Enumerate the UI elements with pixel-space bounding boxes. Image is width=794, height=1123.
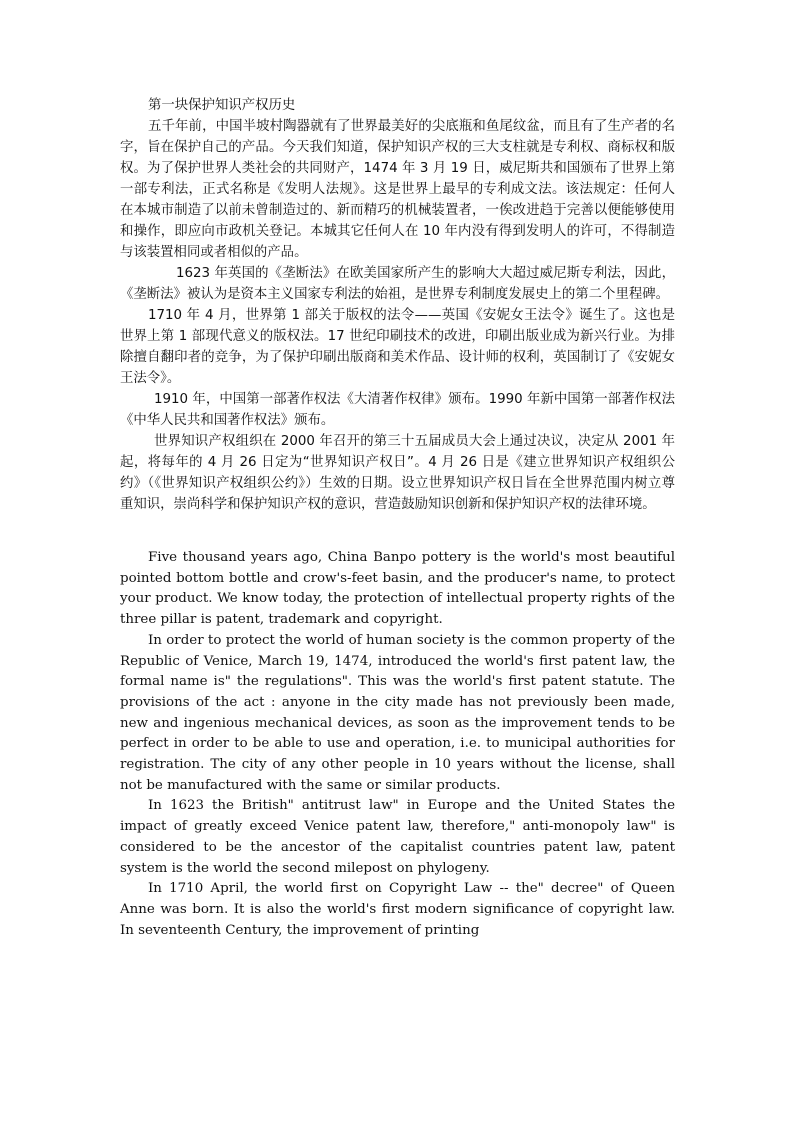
en-paragraph-3: In 1623 the British" antitrust law" in Europe and the United States the impact of greatly exceed Venice patent law, therefore," anti-monopoly law" is considered to be the ancestor of the capitalist countries patent law, patent system is the world the second milepost on phylogeny.	[120, 798, 675, 876]
cn-paragraph-3: 1710 年 4 月，世界第 1 部关于版权的法令——英国《安妮女王法令》诞生了。这也是世界上第 1 部现代意义的版权法。17 世纪印刷技术的改进，印刷出版业成为新兴行业。为排除擅自翻印者的竞争，为了保护印刷出版商和美术作品、设计师的权利，英国制订了《安妮女王法令》。	[120, 308, 675, 386]
cn-paragraph-4: 1910 年，中国第一部著作权法《大清著作权律》颁布。1990 年新中国第一部著作权法《中华人民共和国著作权法》颁布。	[120, 392, 675, 428]
cn-paragraph-1: 五千年前，中国半坡村陶器就有了世界最美好的尖底瓶和鱼尾纹盆，而且有了生产者的名字，旨在保护自己的产品。今天我们知道，保护知识产权的三大支柱就是专利权、商标权和版权。为了保护世界人类社会的共同财产，1474 年 3 月 19 日，威尼斯共和国颁布了世界上第一部专利法，正式名称是《发明人法规》。这是世界上最早的专利成文法。该法规定：任何人在本城市制造了以前未曾制造过的、新而精巧的机械装置者，一俟改进趋于完善以便能够使用和操作，即应向市政机关登记。本城其它任何人在 10 年内没有得到发明人的许可，不得制造与该装置相同或者相似的产品。	[120, 119, 675, 260]
en-paragraph-4: In 1710 April, the world first on Copyright Law -- the" decree" of Queen Anne was born. It is also the world's first modern significance of copyright law. In seventeenth Century, the improvement of printing	[120, 881, 675, 938]
cn-paragraph-5: 世界知识产权组织在 2000 年召开的第三十五届成员大会上通过决议，决定从 2001 年起，将每年的 4 月 26 日定为“世界知识产权日”。4 月 26 日是《建立世界知识产权组织公约》（《世界知识产权组织公约》）生效的日期。设立世界知识产权日旨在全世界范围内树立尊重知识，崇尚科学和保护知识产权的意识，营造鼓励知识创新和保护知识产权的法律环境。	[120, 434, 675, 512]
cn-paragraph-2: 1623 年英国的《垄断法》在欧美国家所产生的影响大大超过威尼斯专利法，因此，《垄断法》被认为是资本主义国家专利法的始祖，是世界专利制度发展史上的第二个里程碑。	[120, 266, 675, 302]
en-paragraph-2: In order to protect the world of human society is the common property of the Republic of Venice, March 19, 1474, introduced the world's first patent law, the formal name is" the regulations". This was the world's first patent statute. The provisions of the act : anyone in the city made has not previously been made, new and ingenious mechanical devices, as soon as the improvement tends to be perfect in order to be able to use and operation, i.e. to municipal authorities for registration. The city of any other people in 10 years without the license, shall not be manufactured with the same or similar products.	[120, 632, 675, 793]
document-page	[120, 95, 675, 941]
en-paragraph-1: Five thousand years ago, China Banpo pottery is the world's most beautiful pointed bottom bottle and crow's-feet basin, and the producer's name, to protect your product. We know today, the protection of intellectual property rights of the three pillar is patent, trademark and copyright.	[120, 550, 675, 628]
section-spacer	[120, 515, 675, 538]
document-title: 第一块保护知识产权历史	[148, 98, 296, 113]
